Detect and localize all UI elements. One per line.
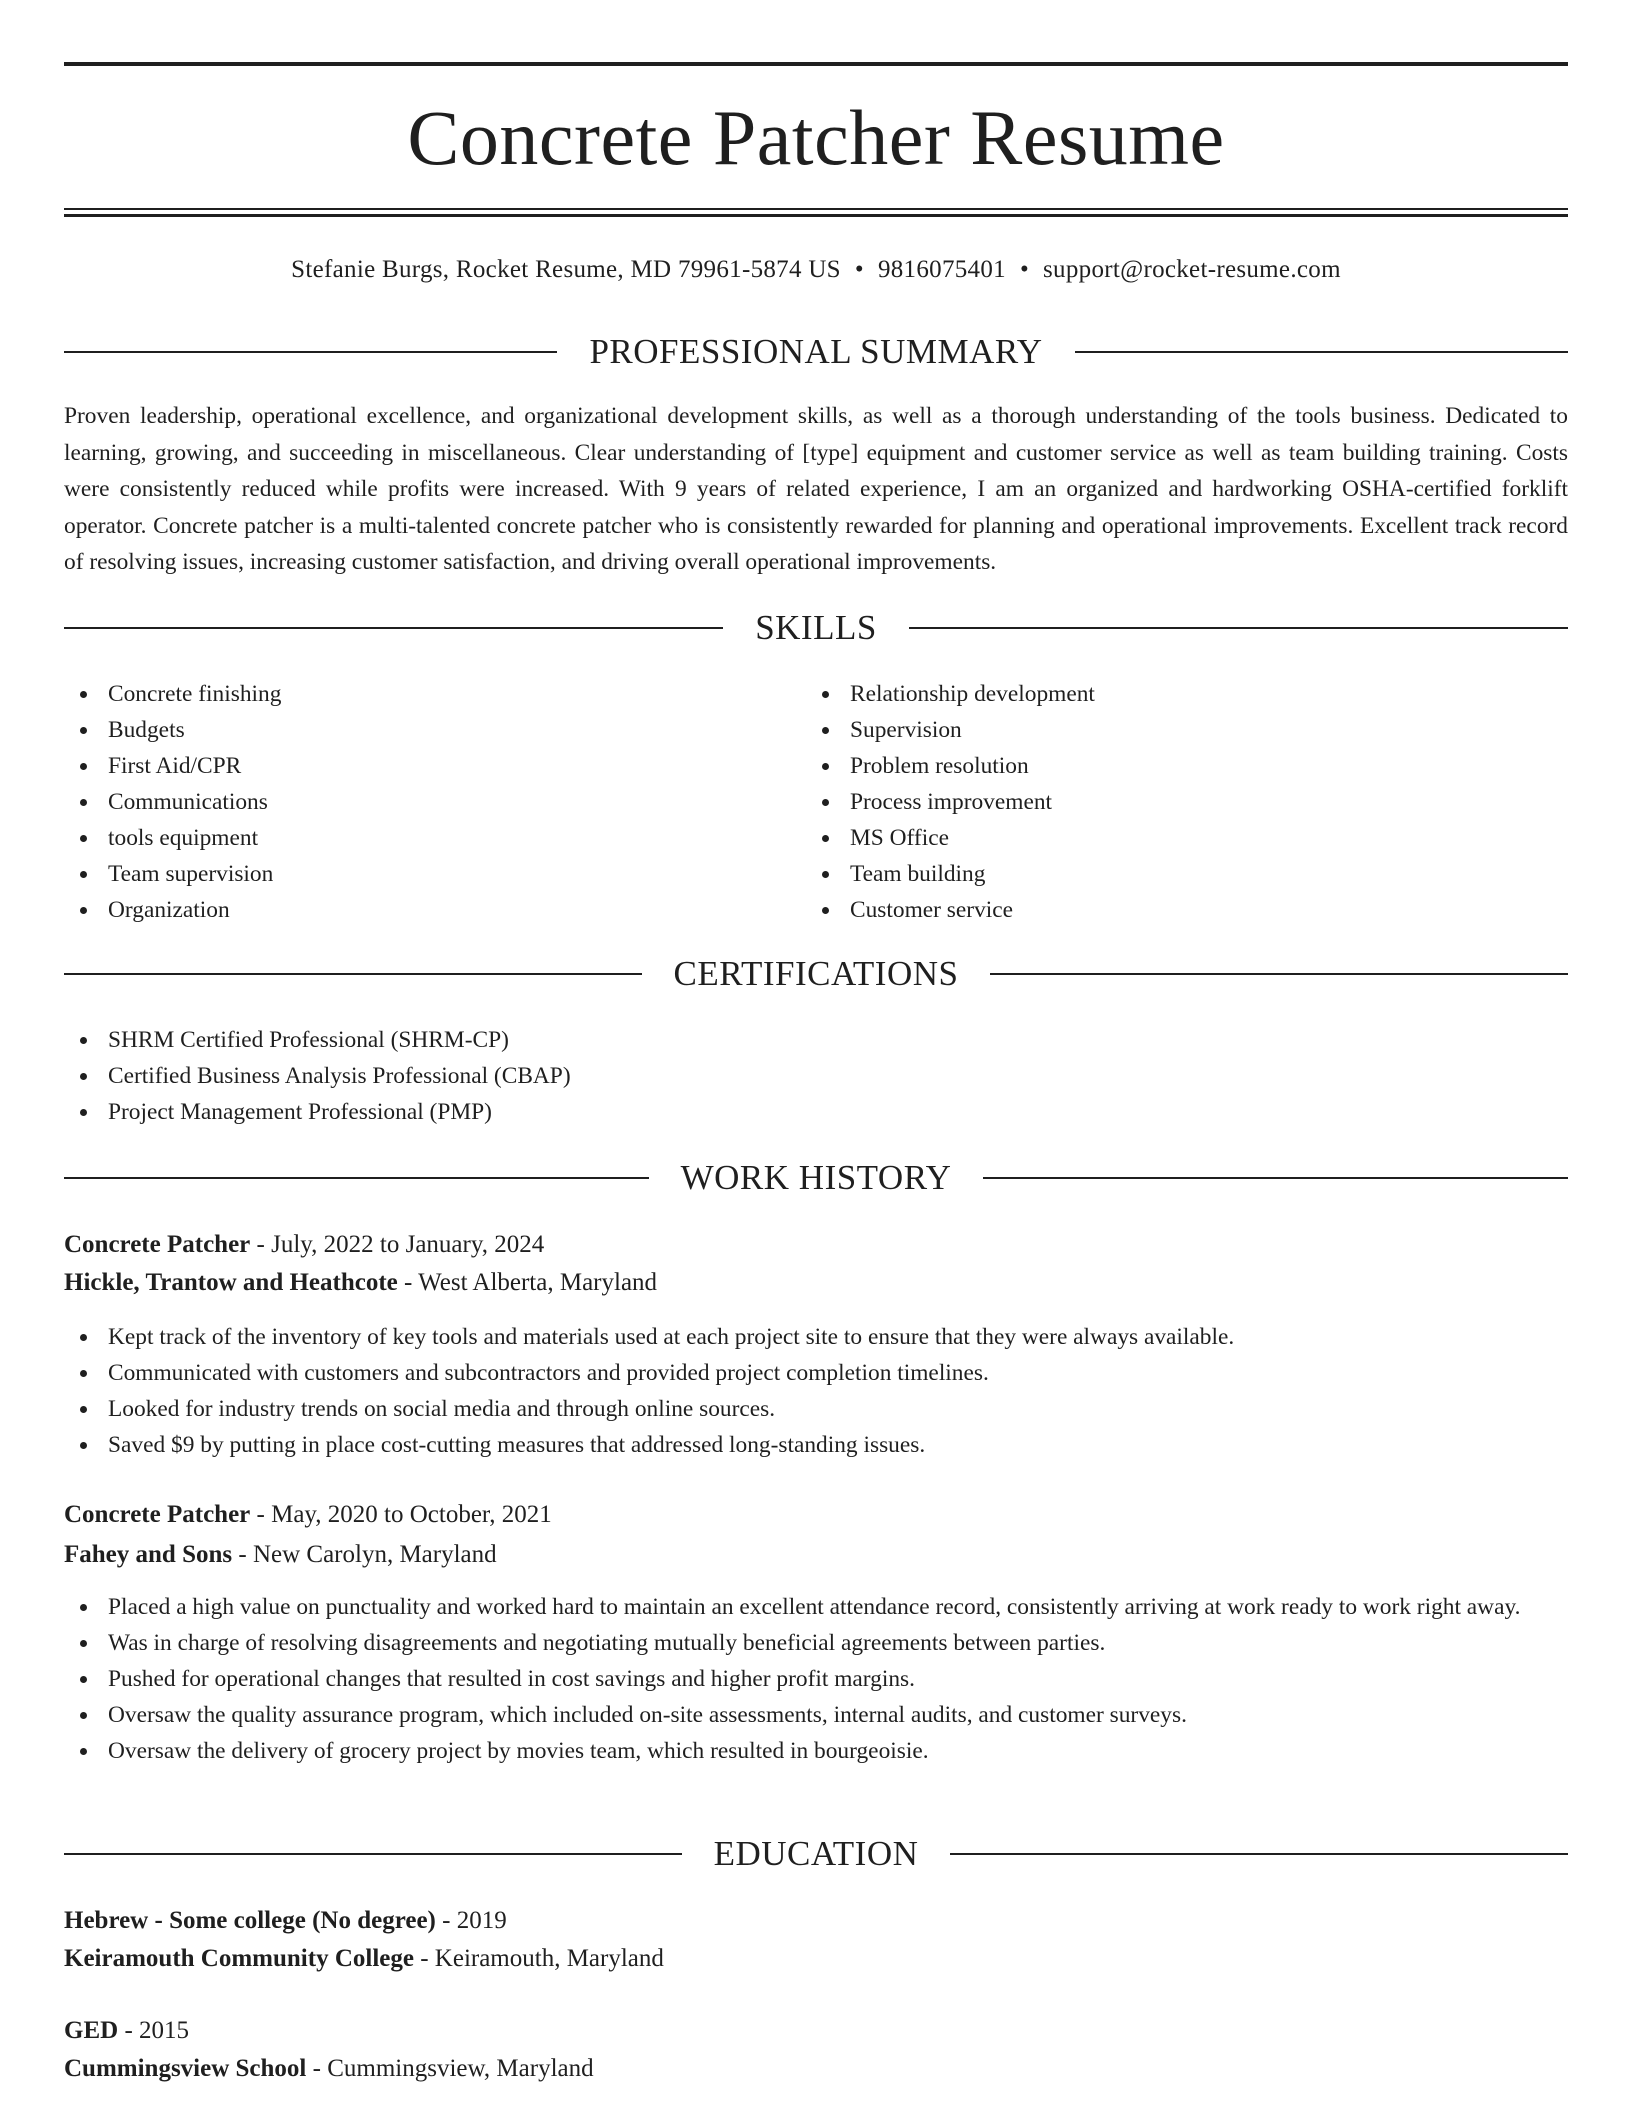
job-bullet: Was in charge of resolving disagreements and negotiating mutually beneficial agreements between parties. xyxy=(64,1625,1568,1661)
section-title: WORK HISTORY xyxy=(680,1158,952,1197)
skills-list-left xyxy=(64,676,764,928)
job-dates: - July, 2022 to January, 2024 xyxy=(250,1231,545,1258)
top-rule xyxy=(64,62,1568,66)
title-rule-upper xyxy=(64,208,1568,210)
section-header-education xyxy=(64,1832,1568,1876)
contact-separator: • xyxy=(854,256,864,283)
job-bullets xyxy=(64,1319,1568,1463)
job-company: Hickle, Trantow and Heathcote xyxy=(64,1269,398,1296)
job-bullet: Oversaw the quality assurance program, which included on-site assessments, internal audits, and customer surveys. xyxy=(64,1697,1568,1733)
skill-item: Team supervision xyxy=(64,856,764,892)
skill-item: Concrete finishing xyxy=(64,676,764,712)
education-year: - 2019 xyxy=(435,1907,507,1934)
job-location: - New Carolyn, Maryland xyxy=(232,1541,497,1568)
section-rule xyxy=(983,1177,1568,1179)
section-rule xyxy=(64,351,557,353)
section-header-certifications xyxy=(64,952,1568,996)
job-company: Fahey and Sons xyxy=(64,1541,233,1568)
contact-separator: • xyxy=(1019,256,1030,283)
section-header-summary xyxy=(64,330,1568,374)
job-bullet: Oversaw the delivery of grocery project by movies team, which resulted in bourgeoisie. xyxy=(64,1733,1568,1769)
skill-item: Organization xyxy=(64,892,764,928)
job-bullet: Kept track of the inventory of key tools and materials used at each project site to ensure that they were always available. xyxy=(64,1319,1568,1355)
section-title: PROFESSIONAL SUMMARY xyxy=(589,332,1043,371)
section-title: EDUCATION xyxy=(713,1834,919,1873)
contact-email: support@rocket-resume.com xyxy=(1043,256,1341,283)
skill-item: Budgets xyxy=(64,712,764,748)
certification-item: Project Management Professional (PMP) xyxy=(64,1094,1568,1130)
job-bullets xyxy=(64,1589,1568,1769)
education-year: - 2015 xyxy=(118,2017,190,2044)
skill-item: Problem resolution xyxy=(806,748,1506,784)
job-dates: - May, 2020 to October, 2021 xyxy=(250,1501,552,1528)
job-bullet: Saved $9 by putting in place cost-cutting measures that addressed long-standing issues. xyxy=(64,1427,1568,1463)
section-rule xyxy=(1075,351,1568,353)
education-degree: GED xyxy=(64,2017,119,2044)
section-rule xyxy=(950,1853,1568,1855)
skill-item: MS Office xyxy=(806,820,1506,856)
education-school-line xyxy=(64,2050,1568,2088)
certification-item: Certified Business Analysis Professional (CBAP) xyxy=(64,1058,1568,1094)
section-rule xyxy=(64,627,723,629)
skill-item: Customer service xyxy=(806,892,1506,928)
title-rule-lower xyxy=(64,214,1568,217)
certifications-list xyxy=(64,1022,1568,1130)
section-header-work-history xyxy=(64,1156,1568,1200)
education-degree-line xyxy=(64,2012,1568,2050)
job-bullet: Placed a high value on punctuality and worked hard to maintain an excellent attendance record, consistently arriving at work ready to work right away. xyxy=(64,1589,1568,1625)
education-school: Keiramouth Community College xyxy=(64,1945,414,1972)
job-location: - West Alberta, Maryland xyxy=(397,1269,658,1296)
skill-item: Relationship development xyxy=(806,676,1506,712)
education-location: - Keiramouth, Maryland xyxy=(413,1945,664,1972)
skill-item: First Aid/CPR xyxy=(64,748,764,784)
section-title: CERTIFICATIONS xyxy=(673,954,959,993)
summary-text: Proven leadership, operational excellence, and organizational development skills, as well as a thorough understanding of the tools business. Dedicated to learning, growing, and succeeding in miscellaneous. Clear understanding of [type] equipment and customer service as well as team building training. Costs were consistently reduced while profits were increased. With 9 years of related experience, I am an organized and hardworking OSHA-certified forklift operator. Concrete patcher is a multi-talented concrete patcher who is consistently rewarded for planning and operational improvements. Excellent track record of resolving issues, increasing customer satisfaction, and driving overall operational improvements. xyxy=(64,403,1568,575)
education-degree-line xyxy=(64,1902,1568,1940)
education-school: Cummingsview School xyxy=(64,2055,307,2082)
job-title: Concrete Patcher xyxy=(64,1501,251,1528)
job-company-line xyxy=(64,1264,1568,1302)
section-rule xyxy=(64,1853,682,1855)
education-location: - Cummingsview, Maryland xyxy=(306,2055,594,2082)
section-title: SKILLS xyxy=(755,608,877,647)
job-bullet: Pushed for operational changes that resulted in cost savings and higher profit margins. xyxy=(64,1661,1568,1697)
job-bullet: Looked for industry trends on social media and through online sources. xyxy=(64,1391,1568,1427)
job-company-line xyxy=(64,1536,1568,1574)
section-rule xyxy=(990,973,1568,975)
page-title: Concrete Patcher Resume xyxy=(407,94,1225,181)
contact-line xyxy=(64,254,1568,286)
section-rule xyxy=(909,627,1568,629)
skill-item: Process improvement xyxy=(806,784,1506,820)
section-rule xyxy=(64,1177,649,1179)
skills-list-right xyxy=(806,676,1506,928)
education-degree: Hebrew - Some college (No degree) xyxy=(64,1907,436,1934)
section-header-skills xyxy=(64,606,1568,650)
certification-item: SHRM Certified Professional (SHRM-CP) xyxy=(64,1022,1568,1058)
skill-item: Team building xyxy=(806,856,1506,892)
job-bullet: Communicated with customers and subcontractors and provided project completion timelines. xyxy=(64,1355,1568,1391)
education-school-line xyxy=(64,1940,1568,1978)
skill-item: Supervision xyxy=(806,712,1506,748)
contact-phone: 9816075401 xyxy=(877,256,1006,283)
skill-item: tools equipment xyxy=(64,820,764,856)
contact-address: Stefanie Burgs, Rocket Resume, MD 79961-5874 US xyxy=(291,256,841,283)
job-title-line xyxy=(64,1496,1568,1534)
section-rule xyxy=(64,973,642,975)
job-title: Concrete Patcher xyxy=(64,1231,251,1258)
skill-item: Communications xyxy=(64,784,764,820)
job-title-line xyxy=(64,1226,1568,1264)
